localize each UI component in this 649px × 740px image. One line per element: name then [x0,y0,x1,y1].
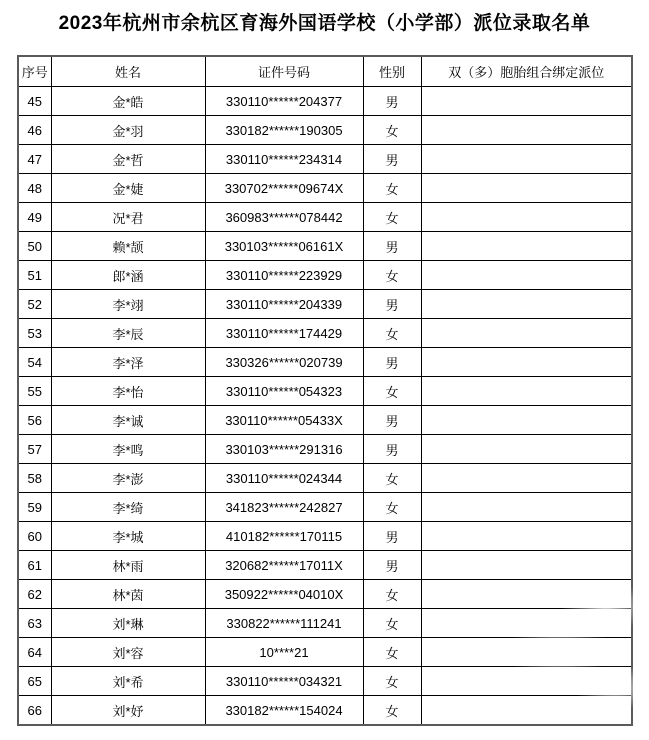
serial-number-cell: 47 [18,145,51,174]
twin-binding-cell [421,377,632,406]
id-number-cell: 410182******170115 [205,522,363,551]
student-name-cell: 金*婕 [51,174,205,203]
id-number-cell: 330182******190305 [205,116,363,145]
gender-cell: 女 [363,174,421,203]
gender-cell: 女 [363,696,421,726]
twin-binding-cell [421,638,632,667]
serial-number-cell: 57 [18,435,51,464]
id-number-cell: 10****21 [205,638,363,667]
gender-cell: 男 [363,145,421,174]
id-number-cell: 330326******020739 [205,348,363,377]
twin-binding-cell [421,145,632,174]
student-name-cell: 刘*琳 [51,609,205,638]
id-number-cell: 330110******054323 [205,377,363,406]
twin-binding-cell [421,87,632,116]
student-name-cell: 况*君 [51,203,205,232]
student-name-cell: 李*泽 [51,348,205,377]
table-row [18,203,632,232]
gender-cell: 女 [363,638,421,667]
table-row [18,87,632,116]
twin-binding-cell [421,406,632,435]
table-row [18,580,632,609]
twin-binding-cell [421,348,632,377]
twin-binding-cell [421,174,632,203]
serial-number-cell: 55 [18,377,51,406]
id-number-cell: 330103******291316 [205,435,363,464]
gender-cell: 女 [363,377,421,406]
page-title: 2023年杭州市余杭区育海外国语学校（小学部）派位录取名单 [58,13,591,34]
header-serial-number: 序号 [18,56,51,87]
id-number-cell: 330702******09674X [205,174,363,203]
id-number-cell: 330110******034321 [205,667,363,696]
serial-number-cell: 51 [18,261,51,290]
gender-cell: 女 [363,464,421,493]
twin-binding-cell [421,261,632,290]
gender-cell: 男 [363,290,421,319]
id-number-cell: 350922******04010X [205,580,363,609]
serial-number-cell: 66 [18,696,51,726]
table-row [18,609,632,638]
student-name-cell: 刘*希 [51,667,205,696]
student-name-cell: 林*茵 [51,580,205,609]
id-number-cell: 360983******078442 [205,203,363,232]
serial-number-cell: 60 [18,522,51,551]
table-row [18,348,632,377]
gender-cell: 女 [363,580,421,609]
twin-binding-cell [421,522,632,551]
id-number-cell: 330822******111241 [205,609,363,638]
table-row [18,551,632,580]
serial-number-cell: 54 [18,348,51,377]
table-row [18,522,632,551]
table-row [18,667,632,696]
table-row [18,290,632,319]
student-name-cell: 金*皓 [51,87,205,116]
gender-cell: 女 [363,203,421,232]
student-name-cell: 李*诚 [51,406,205,435]
table-row [18,116,632,145]
gender-cell: 女 [363,116,421,145]
serial-number-cell: 63 [18,609,51,638]
serial-number-cell: 61 [18,551,51,580]
twin-binding-cell [421,609,632,638]
table-row [18,261,632,290]
student-name-cell: 金*哲 [51,145,205,174]
gender-cell: 男 [363,232,421,261]
student-name-cell: 金*羽 [51,116,205,145]
twin-binding-cell [421,580,632,609]
table-row [18,464,632,493]
table-row [18,406,632,435]
id-number-cell: 330110******204377 [205,87,363,116]
header-gender: 性别 [363,56,421,87]
student-name-cell: 林*雨 [51,551,205,580]
gender-cell: 女 [363,609,421,638]
student-name-cell: 李*澎 [51,464,205,493]
twin-binding-cell [421,667,632,696]
id-number-cell: 330110******223929 [205,261,363,290]
gender-cell: 男 [363,87,421,116]
serial-number-cell: 59 [18,493,51,522]
table-row [18,638,632,667]
serial-number-cell: 58 [18,464,51,493]
student-name-cell: 李*绮 [51,493,205,522]
student-name-cell: 李*怡 [51,377,205,406]
gender-cell: 男 [363,406,421,435]
twin-binding-cell [421,116,632,145]
twin-binding-cell [421,232,632,261]
serial-number-cell: 50 [18,232,51,261]
student-name-cell: 赖*颉 [51,232,205,261]
twin-binding-cell [421,493,632,522]
id-number-cell: 330110******174429 [205,319,363,348]
id-number-cell: 330110******204339 [205,290,363,319]
serial-number-cell: 64 [18,638,51,667]
student-name-cell: 郎*涵 [51,261,205,290]
id-number-cell: 330182******154024 [205,696,363,726]
header-student-name: 姓名 [51,56,205,87]
student-name-cell: 李*辰 [51,319,205,348]
table-row [18,435,632,464]
serial-number-cell: 53 [18,319,51,348]
table-row [18,319,632,348]
table-row [18,232,632,261]
id-number-cell: 330103******06161X [205,232,363,261]
id-number-cell: 330110******024344 [205,464,363,493]
twin-binding-cell [421,203,632,232]
gender-cell: 男 [363,522,421,551]
table-row [18,493,632,522]
student-name-cell: 李*翊 [51,290,205,319]
student-name-cell: 李*鸣 [51,435,205,464]
serial-number-cell: 46 [18,116,51,145]
id-number-cell: 341823******242827 [205,493,363,522]
serial-number-cell: 45 [18,87,51,116]
twin-binding-cell [421,464,632,493]
table-row [18,377,632,406]
table-body [18,87,632,726]
gender-cell: 男 [363,435,421,464]
gender-cell: 女 [363,667,421,696]
serial-number-cell: 48 [18,174,51,203]
table-row [18,696,632,726]
twin-binding-cell [421,290,632,319]
student-name-cell: 李*城 [51,522,205,551]
twin-binding-cell [421,319,632,348]
twin-binding-cell [421,551,632,580]
gender-cell: 女 [363,319,421,348]
table-row [18,145,632,174]
serial-number-cell: 56 [18,406,51,435]
student-name-cell: 刘*容 [51,638,205,667]
header-id-number: 证件号码 [205,56,363,87]
gender-cell: 女 [363,493,421,522]
serial-number-cell: 49 [18,203,51,232]
student-name-cell: 刘*妤 [51,696,205,726]
table-row [18,174,632,203]
gender-cell: 男 [363,551,421,580]
serial-number-cell: 62 [18,580,51,609]
id-number-cell: 330110******234314 [205,145,363,174]
gender-cell: 男 [363,348,421,377]
serial-number-cell: 52 [18,290,51,319]
header-twin-binding: 双（多）胞胎组合绑定派位 [421,56,632,87]
admission-roster-table [17,55,633,726]
twin-binding-cell [421,696,632,726]
id-number-cell: 320682******17011X [205,551,363,580]
id-number-cell: 330110******05433X [205,406,363,435]
twin-binding-cell [421,435,632,464]
gender-cell: 女 [363,261,421,290]
serial-number-cell: 65 [18,667,51,696]
table-header-row [18,56,632,87]
